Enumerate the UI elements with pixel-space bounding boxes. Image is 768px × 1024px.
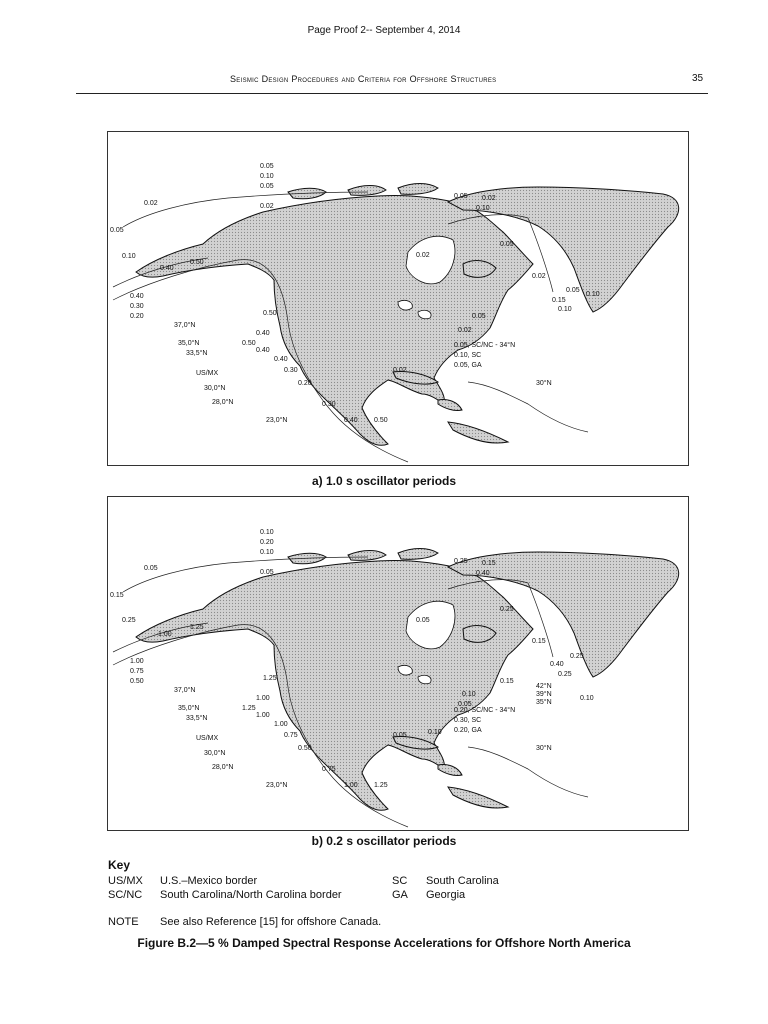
map-a-label: 30,0°N: [204, 385, 226, 392]
map-a-label: 0.30: [284, 367, 298, 374]
map-a-label: 0.30: [322, 401, 336, 408]
note-label: NOTE: [108, 916, 139, 928]
map-a-label: 0.02: [416, 252, 430, 259]
map-a-label: 0.05: [110, 227, 124, 234]
map-b-label: 1.00: [158, 631, 172, 638]
map-b-label: 0.05: [260, 569, 274, 576]
map-b-label: 30,0°N: [204, 750, 226, 757]
map-b-label: 0.25: [570, 653, 584, 660]
map-a-label: 0.50: [374, 417, 388, 424]
map-b-label: 0.25: [122, 617, 136, 624]
map-a-label: 0.50: [242, 340, 256, 347]
map-a-landmass: [136, 184, 679, 446]
map-a-label: 37,0°N: [174, 322, 196, 329]
map-b-label: 0.75: [130, 668, 144, 675]
map-b-panel: [107, 496, 689, 831]
map-a-label: 0.02: [458, 327, 472, 334]
figure-note: [108, 916, 381, 928]
map-a-label: 23,0°N: [266, 417, 288, 424]
map-a-label: 0.20: [298, 380, 312, 387]
map-b-label: 0.50: [298, 745, 312, 752]
map-b-label: 35°N: [536, 699, 552, 706]
map-a-label: 0.50: [190, 259, 204, 266]
map-a-label: 0.02: [144, 200, 158, 207]
map-b-label: 0.25: [558, 671, 572, 678]
map-b-label: 28,0°N: [212, 764, 234, 771]
map-a-caption: a) 1.0 s oscillator periods: [311, 474, 457, 488]
map-b-label: 0.10: [260, 549, 274, 556]
key-meaning: South Carolina/North Carolina border: [160, 889, 342, 901]
map-b-label: 0.05: [393, 732, 407, 739]
map-b-label: 0.15: [110, 592, 124, 599]
map-a-label: 30°N: [536, 380, 552, 387]
map-b-label: 0.10: [462, 691, 476, 698]
key-row: [108, 888, 511, 902]
map-b-label: 1.25: [190, 624, 204, 631]
map-a-label: 0.02: [532, 273, 546, 280]
map-a-label: 0.02: [482, 195, 496, 202]
map-a-label: 0.10: [558, 306, 572, 313]
map-a-label: 0.05, SC/NC - 34°N: [454, 342, 516, 349]
map-b-label: 30°N: [536, 745, 552, 752]
map-b-label: 0.75: [322, 766, 336, 773]
map-b-label: 1.00: [130, 658, 144, 665]
map-a-label: 0.05: [260, 183, 274, 190]
map-b-label: 33,5°N: [186, 715, 208, 722]
map-a-label: 0.20: [130, 313, 144, 320]
map-b-label: 1.25: [242, 705, 256, 712]
map-b-label: 0.40: [550, 661, 564, 668]
map-b-label: 0.20: [260, 539, 274, 546]
map-a-label: 28,0°N: [212, 399, 234, 406]
map-b-label: 37,0°N: [174, 687, 196, 694]
map-b-label: 1.25: [263, 675, 277, 682]
map-a-label: 0.50: [263, 310, 277, 317]
figure-key: [108, 858, 511, 902]
key-row: [108, 874, 511, 888]
map-b-label: 0.05: [458, 701, 472, 708]
key-abbr: SC: [392, 875, 408, 887]
map-b-label: 1.00: [256, 712, 270, 719]
figure-caption: Figure B.2—5 % Damped Spectral Response Accelerations for Offshore North America: [137, 936, 631, 950]
running-title: Seismic Design Procedures and Criteria for Offshore Structures: [230, 74, 497, 84]
map-a-label: 35,0°N: [178, 340, 200, 347]
map-a-label: 0.15: [552, 297, 566, 304]
map-b-label: 0.50: [130, 678, 144, 685]
map-a-label: 0.05: [500, 241, 514, 248]
map-a-label: 0.05: [454, 193, 468, 200]
map-a-label: 0.05, GA: [454, 362, 482, 369]
map-a-label: 0.40: [256, 330, 270, 337]
map-a-label: 0.10: [122, 253, 136, 260]
map-a-label: 0.10: [476, 205, 490, 212]
map-a-panel: [107, 131, 689, 466]
key-abbr: SC/NC: [108, 889, 143, 901]
map-b-label: 0.05: [416, 617, 430, 624]
map-a-label: 0.05: [472, 313, 486, 320]
map-b-label: 0.15: [532, 638, 546, 645]
map-a-figure: [108, 132, 688, 465]
map-b-label: 0.30, SC: [454, 717, 482, 724]
map-b-label: 0.10: [580, 695, 594, 702]
map-a-label: 0.02: [393, 367, 407, 374]
key-abbr: US/MX: [108, 875, 143, 887]
header-rule: [76, 93, 708, 94]
map-b-label: 1.25: [374, 782, 388, 789]
map-b-label: 0.25: [454, 558, 468, 565]
map-b-label: 0.15: [482, 560, 496, 567]
map-a-label: 0.40: [256, 347, 270, 354]
map-a-label: 0.10: [260, 173, 274, 180]
map-b-label: 0.10: [260, 529, 274, 536]
map-b-label: 35,0°N: [178, 705, 200, 712]
map-a-label: 0.40: [274, 356, 288, 363]
map-b-label: 1.00: [256, 695, 270, 702]
map-b-label: 39°N: [536, 691, 552, 698]
key-abbr: GA: [392, 889, 408, 901]
page-number: 35: [692, 73, 704, 84]
map-a-label: 0.05: [566, 287, 580, 294]
map-b-label: 0.40: [476, 570, 490, 577]
note-text: See also Reference [15] for offshore Canada.: [160, 916, 382, 928]
map-a-label: 0.30: [130, 303, 144, 310]
key-meaning: South Carolina: [426, 875, 499, 887]
map-b-label: 0.25: [500, 606, 514, 613]
map-b-label: 0.75: [284, 732, 298, 739]
map-b-figure: [108, 497, 688, 830]
map-b-label: 0.20, GA: [454, 727, 482, 734]
map-a-label: 0.10: [586, 291, 600, 298]
map-b-label: 1.00: [274, 721, 288, 728]
map-a-label: 0.40: [130, 293, 144, 300]
page-proof-stamp: Page Proof 2-- September 4, 2014: [307, 25, 461, 36]
map-a-label: 33,5°N: [186, 350, 208, 357]
map-a-label: 0.05: [260, 163, 274, 170]
map-a-label: US/MX: [196, 370, 219, 377]
map-b-label: 1.00: [344, 782, 358, 789]
map-b-label: 0.15: [500, 678, 514, 685]
map-a-label: 0.02: [260, 203, 274, 210]
map-b-landmass: [136, 549, 679, 811]
key-meaning: U.S.–Mexico border: [160, 875, 258, 887]
map-b-label: 42°N: [536, 683, 552, 690]
key-table: [108, 874, 511, 902]
key-title: Key: [108, 858, 131, 872]
map-a-label: 0.40: [160, 265, 174, 272]
key-meaning: Georgia: [426, 889, 466, 901]
map-b-label: 0.10: [428, 729, 442, 736]
map-a-label: 0.40: [344, 417, 358, 424]
map-b-label: 0.20, SC/NC - 34°N: [454, 707, 516, 714]
map-b-label: 23,0°N: [266, 782, 288, 789]
map-a-label: 0.10, SC: [454, 352, 482, 359]
map-b-label: 0.05: [144, 565, 158, 572]
map-b-caption: b) 0.2 s oscillator periods: [311, 834, 457, 848]
map-b-label: US/MX: [196, 735, 219, 742]
